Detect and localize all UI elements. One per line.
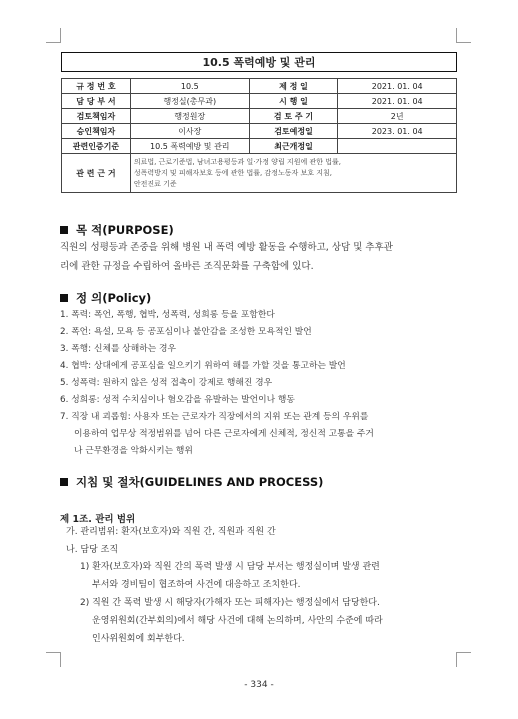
table-row <box>62 124 457 139</box>
guidelines-heading-text: 지침 및 절차(GUIDELINES AND PROCESS) <box>76 475 324 489</box>
purpose-heading <box>60 222 174 238</box>
value-regulation-number: 10.5 <box>130 79 249 94</box>
table-row <box>62 154 457 193</box>
sub-item-1 <box>80 558 460 594</box>
table-row <box>62 94 457 109</box>
list-item: 5. 성폭력: 원하지 않은 성적 접촉이 강제로 행해진 경우 <box>60 378 273 388</box>
value-certification-standard: 10.5 폭력예방 및 관리 <box>130 139 249 154</box>
label-enacted-date: 제 정 일 <box>249 79 338 94</box>
list-item-continuation: 이용하여 업무상 적정범위를 넘어 다른 근로자에게 신체적, 정신적 고통을 주거 <box>74 429 374 439</box>
list-item: 7. 직장 내 괴롭힘: 사용자 또는 근로자가 직장에서의 지위 또는 관계 등의 우위를 <box>60 412 369 422</box>
label-department: 담 당 부 서 <box>62 94 131 109</box>
sub-item-2 <box>80 594 460 648</box>
purpose-line: 리에 관한 규정을 수립하여 올바른 조직문화를 구축함에 있다. <box>60 261 314 272</box>
value-last-revised <box>338 139 457 154</box>
purpose-paragraph <box>60 238 460 276</box>
definition-list <box>60 307 460 460</box>
purpose-line: 직원의 성평등과 존중을 위해 병원 내 폭력 예방 활동을 수행하고, 상담 및 추후관 <box>60 242 393 253</box>
scope-item-na: 나. 담당 조직 <box>66 545 119 555</box>
value-enacted-date: 2021. 01. 04 <box>338 79 457 94</box>
label-approval-manager: 승인책임자 <box>62 124 131 139</box>
label-certification-standard: 관련인증기준 <box>62 139 131 154</box>
definition-heading-text: 정 의(Policy) <box>76 291 152 305</box>
square-bullet-icon <box>60 478 68 486</box>
list-item-continuation: 나 근무환경을 악화시키는 행위 <box>74 446 193 456</box>
document-title: 10.5 폭력예방 및 관리 <box>61 52 457 72</box>
sub-item-line: 1) 환자(보호자)와 직원 간의 폭력 발생 시 담당 부서는 행정실이며 발생 관련 <box>80 562 380 572</box>
square-bullet-icon <box>60 226 68 234</box>
regulation-info-table <box>61 78 457 193</box>
list-item: 3. 폭행: 신체를 상해하는 경우 <box>60 344 177 354</box>
sub-item-line: 2) 직원 간 폭력 발생 시 해당자(가해자 또는 피해자)는 행정실에서 담당한다. <box>80 598 380 608</box>
crop-mark-bottom-right <box>456 652 471 667</box>
crop-mark-top-left <box>46 28 61 43</box>
list-item: 4. 협박: 상대에게 공포심을 일으키기 위하여 해를 가할 것을 통고하는 발언 <box>60 361 346 371</box>
related-law-line: 안전진료 기준 <box>133 179 177 188</box>
purpose-heading-text: 목 적(PURPOSE) <box>76 223 174 237</box>
label-effective-date: 시 행 일 <box>249 94 338 109</box>
sub-item-line: 인사위원회에 회부한다. <box>92 634 185 644</box>
related-law-line: 의료법, 근로기준법, 남녀고용평등과 일·가정 양립 지원에 관한 법률, <box>133 157 341 166</box>
list-item: 1. 폭력: 폭언, 폭행, 협박, 성폭력, 성희롱 등을 포함한다 <box>60 310 275 320</box>
related-law-line: 성폭력방지 및 피해자보호 등에 관한 법률, 감정노동자 보호 지침, <box>133 168 332 177</box>
value-approval-manager: 이사장 <box>130 124 249 139</box>
label-last-revised: 최근개정일 <box>249 139 338 154</box>
label-review-due-date: 검토예정일 <box>249 124 338 139</box>
value-review-cycle: 2년 <box>338 109 457 124</box>
scope-item-ga: 가. 관리범위: 환자(보호자)와 직원 간, 직원과 직원 간 <box>66 527 276 537</box>
value-effective-date: 2021. 01. 04 <box>338 94 457 109</box>
value-review-manager: 행정원장 <box>130 109 249 124</box>
value-review-due-date: 2023. 01. 04 <box>338 124 457 139</box>
sub-item-line: 부서와 경비팀이 협조하여 사건에 대응하고 조치한다. <box>92 580 301 590</box>
crop-mark-top-right <box>456 28 471 43</box>
guidelines-heading <box>60 474 323 490</box>
table-row <box>62 139 457 154</box>
label-review-cycle: 검 토 주 기 <box>249 109 338 124</box>
square-bullet-icon <box>60 294 68 302</box>
article-title: 제 1조. 관리 범위 <box>60 514 136 525</box>
label-regulation-number: 규 정 번 호 <box>62 79 131 94</box>
table-row <box>62 79 457 94</box>
definition-heading <box>60 290 151 306</box>
label-related-law: 관 련 근 거 <box>62 154 131 193</box>
value-related-law <box>130 154 456 193</box>
list-item: 2. 폭언: 욕설, 모욕 등 공포심이나 불안감을 조성한 모욕적인 발언 <box>60 327 312 337</box>
sub-item-line: 운영위원회(간부회의)에서 해당 사건에 대해 논의하며, 사안의 수준에 따라 <box>92 616 383 626</box>
list-item: 6. 성희롱: 성적 수치심이나 혐오감을 유발하는 발언이나 행동 <box>60 395 295 405</box>
label-review-manager: 검토책임자 <box>62 109 131 124</box>
crop-mark-bottom-left <box>46 652 61 667</box>
page-number: - 334 - <box>244 680 274 690</box>
table-row <box>62 109 457 124</box>
value-department: 행정실(총무과) <box>130 94 249 109</box>
